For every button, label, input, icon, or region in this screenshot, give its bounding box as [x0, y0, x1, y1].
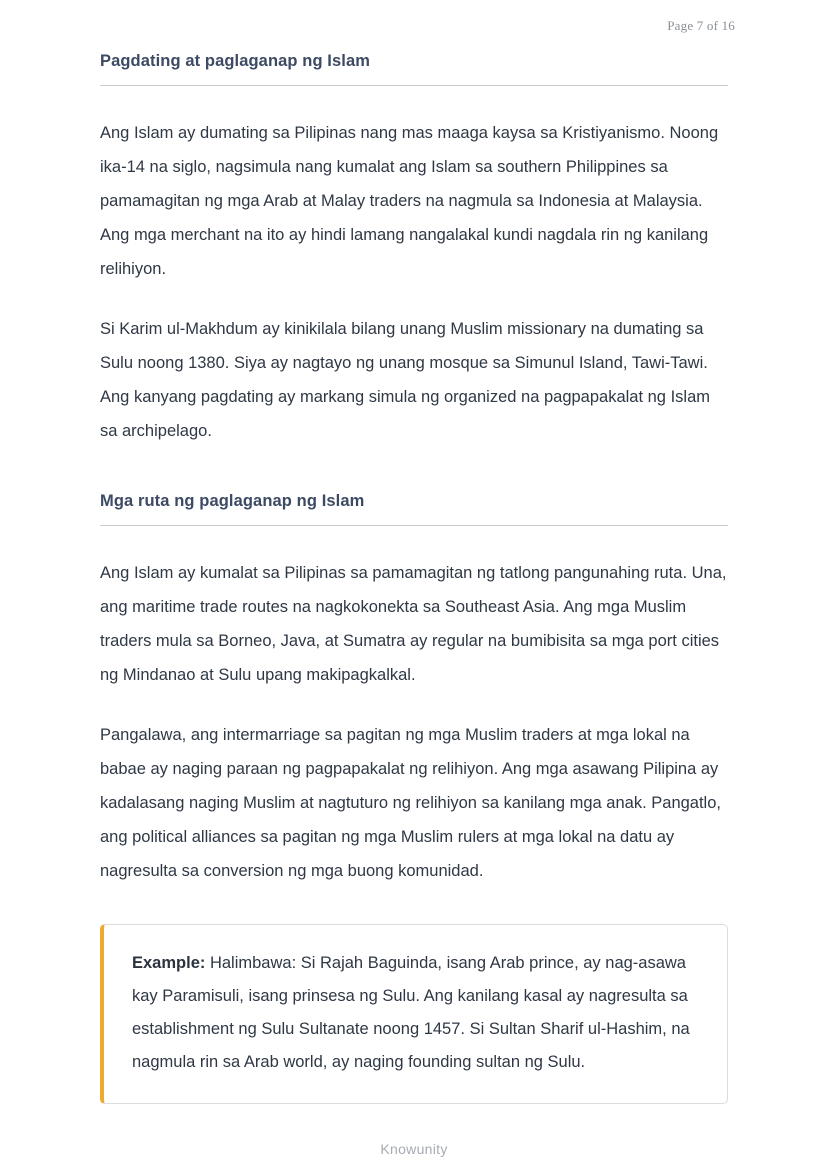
section-divider-2 — [100, 525, 728, 526]
section-divider-1 — [100, 85, 728, 86]
section-title-2: Mga ruta ng paglaganap ng Islam — [100, 492, 365, 510]
section-title-1: Pagdating at paglaganap ng Islam — [100, 52, 370, 70]
page-number-label: Page 7 of 16 — [667, 18, 735, 33]
paragraph-2-2: Pangalawa, ang intermarriage sa pagitan ng mga Muslim traders at mga lokal na babae ay naging paraan ng pagpapakalat ng relihiyon. Ang mga asawang Pilipina ay kadalasang naging Muslim at nagtuturo ng relihiyon sa kanilang mga anak. Pangatlo, ang political alliances sa pagitan ng mga Muslim rulers at mga lokal na datu ay nagresulta sa conversion ng mga buong komunidad. — [100, 726, 721, 880]
footer-brand: Knowunity — [380, 1141, 448, 1157]
paragraph-1-2: Si Karim ul-Makhdum ay kinikilala bilang unang Muslim missionary na dumating sa Sulu noong 1380. Siya ay nagtayo ng unang mosque sa Simunul Island, Tawi-Tawi. Ang kanyang pagdating ay markang simula ng organized na pagpapakalat ng Islam sa archipelago. — [100, 320, 710, 440]
paragraph-2-1: Ang Islam ay kumalat sa Pilipinas sa pamamagitan ng tatlong pangunahing ruta. Una, ang maritime trade routes na nagkokonekta sa Southeast Asia. Ang mga Muslim traders mula sa Borneo, Java, at Sumatra ay regular na bumibisita sa mga port cities ng Mindanao at Sulu upang makipagkalkal. — [100, 564, 727, 684]
example-body: Halimbawa: Si Rajah Baguinda, isang Arab prince, ay nag-asawa kay Paramisuli, isang prinsesa ng Sulu. Ang kanilang kasal ay nagresulta sa establishment ng Sulu Sultanate noong 1457. Si Sultan Sharif ul-Hashim, na nagmula rin sa Arab world, ay naging founding sultan ng Sulu. — [132, 954, 690, 1071]
example-label: Example: — [132, 954, 206, 972]
example-text-wrapper — [132, 947, 699, 1079]
paragraph-1-1: Ang Islam ay dumating sa Pilipinas nang mas maaga kaysa sa Kristiyanismo. Noong ika-14 na siglo, nagsimula nang kumalat ang Islam sa southern Philippines sa pamamagitan ng mga Arab at Malay traders na nagmula sa Indonesia at Malaysia. Ang mga merchant na ito ay hindi lamang nangalakal kundi nagdala rin ng kanilang relihiyon. — [100, 124, 719, 278]
example-callout — [100, 924, 728, 1104]
section-spacer — [100, 474, 728, 492]
